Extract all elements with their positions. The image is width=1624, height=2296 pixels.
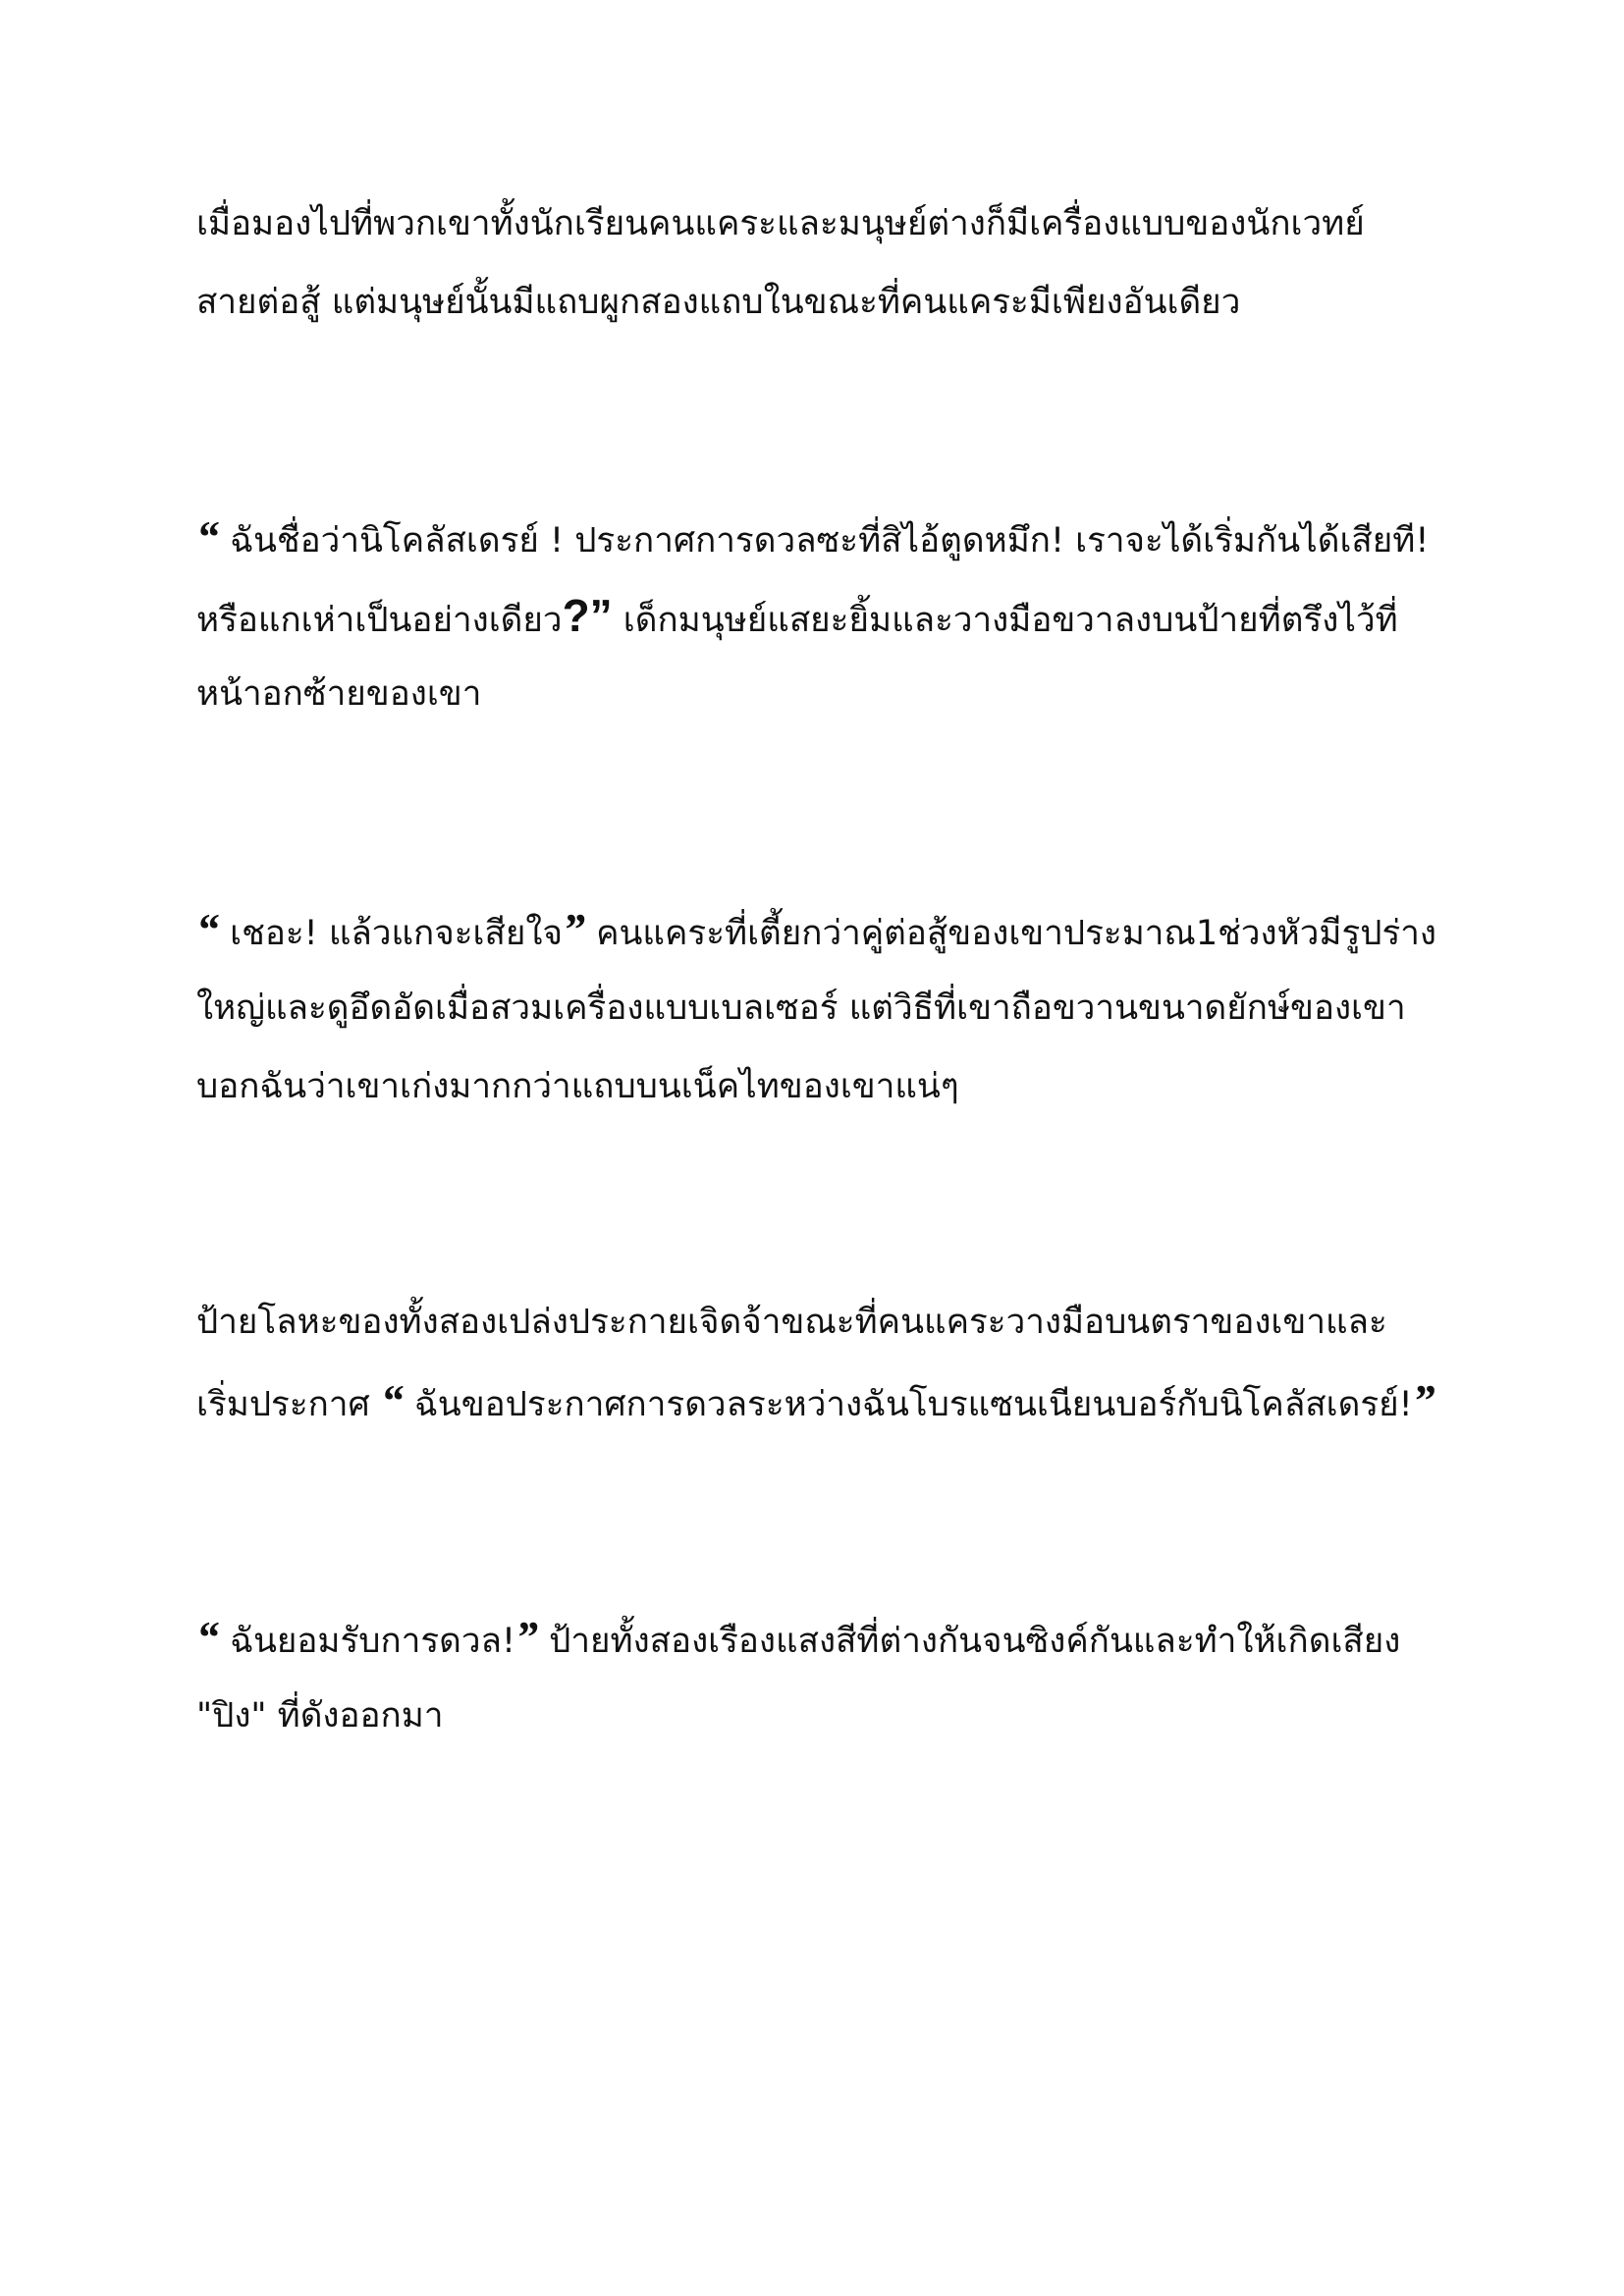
- text-line: [196, 1362, 1453, 1440]
- text-line: [196, 498, 1453, 576]
- dialogue-text: ฉันยอมรับการดวล!: [219, 1622, 516, 1661]
- text-line: สายต่อสู้ แต่มนุษย์นั้นมีแถบผูกสองแถบในขณะที่คนแคระมีเพียงอันเดียว: [196, 283, 1241, 322]
- close-quote: ”: [1412, 1375, 1435, 1425]
- text-line: [196, 576, 1453, 655]
- open-quote: “: [196, 511, 219, 561]
- narration-text: เด็กมนุษย์แสยะยิ้มและวางมือขวาลงบนป้ายที่ตรึงไว้ที่: [612, 601, 1398, 640]
- dialogue-text: เชอะ! แล้วแกจะเสียใจ: [219, 914, 563, 953]
- open-quote: “: [196, 904, 219, 954]
- open-quote: “: [196, 1612, 219, 1662]
- close-quote: ”: [515, 1612, 539, 1662]
- paragraph-nicholas-challenge: [196, 498, 1453, 733]
- dialogue-text: หรือแกเห่าเป็นอย่างเดียว: [196, 601, 563, 640]
- close-quote: ”: [562, 904, 585, 954]
- question-close-quote: ?”: [562, 590, 613, 641]
- text-line: [196, 890, 1453, 969]
- text-line: เมื่อมองไปที่พวกเขาทั้งนักเรียนคนแคระและมนุษย์ต่างก็มีเครื่องแบบของนักเวทย์: [196, 204, 1365, 243]
- narration-text: เริ่มประกาศ: [196, 1385, 381, 1424]
- paragraph-uniform-description: [196, 185, 1453, 342]
- text-line: "ปิง" ที่ดังออกมา: [196, 1696, 444, 1735]
- text-line: ใหญ่และดูอึดอัดเมื่อสวมเครื่องแบบเบลเซอร์ แต่วิธีที่เขาถือขวานขนาดยักษ์ของเขา: [196, 988, 1406, 1028]
- paragraph-duel-accepted: [196, 1598, 1453, 1755]
- paragraph-dwarf-reply: [196, 890, 1453, 1126]
- text-line: ป้ายโลหะของทั้งสองเปล่งประกายเจิดจ้าขณะที่คนแคระวางมือบนตราของเขาและ: [196, 1303, 1387, 1342]
- open-quote: “: [380, 1375, 404, 1425]
- narration-text: ป้ายทั้งสองเรืองแสงสีที่ต่างกันจนซิงค์กันและทำให้เกิดเสียง: [538, 1622, 1401, 1661]
- text-line: บอกฉันว่าเขาเก่งมากกว่าแถบบนเน็คไทของเขาแน่ๆ: [196, 1067, 959, 1106]
- dialogue-text: ฉันชื่อว่านิโคลัสเดรย์ ! ประกาศการดวลซะที่สิไอ้ตูดหมึก! เราจะได้เริ่มกันได้เสียที!: [219, 521, 1430, 561]
- text-line: [196, 1598, 1453, 1677]
- narration-text: คนแคระที่เตี้ยกว่าคู่ต่อสู้ของเขาประมาณ1ช่วงหัวมีรูปร่าง: [584, 914, 1437, 953]
- dialogue-text: ฉันขอประกาศการดวลระหว่างฉันโบรแซนเนียนบอร์กับนิโคลัสเดรย์!: [403, 1385, 1413, 1424]
- paragraph-duel-declaration: [196, 1283, 1453, 1440]
- text-line: หน้าอกซ้ายของเขา: [196, 674, 482, 714]
